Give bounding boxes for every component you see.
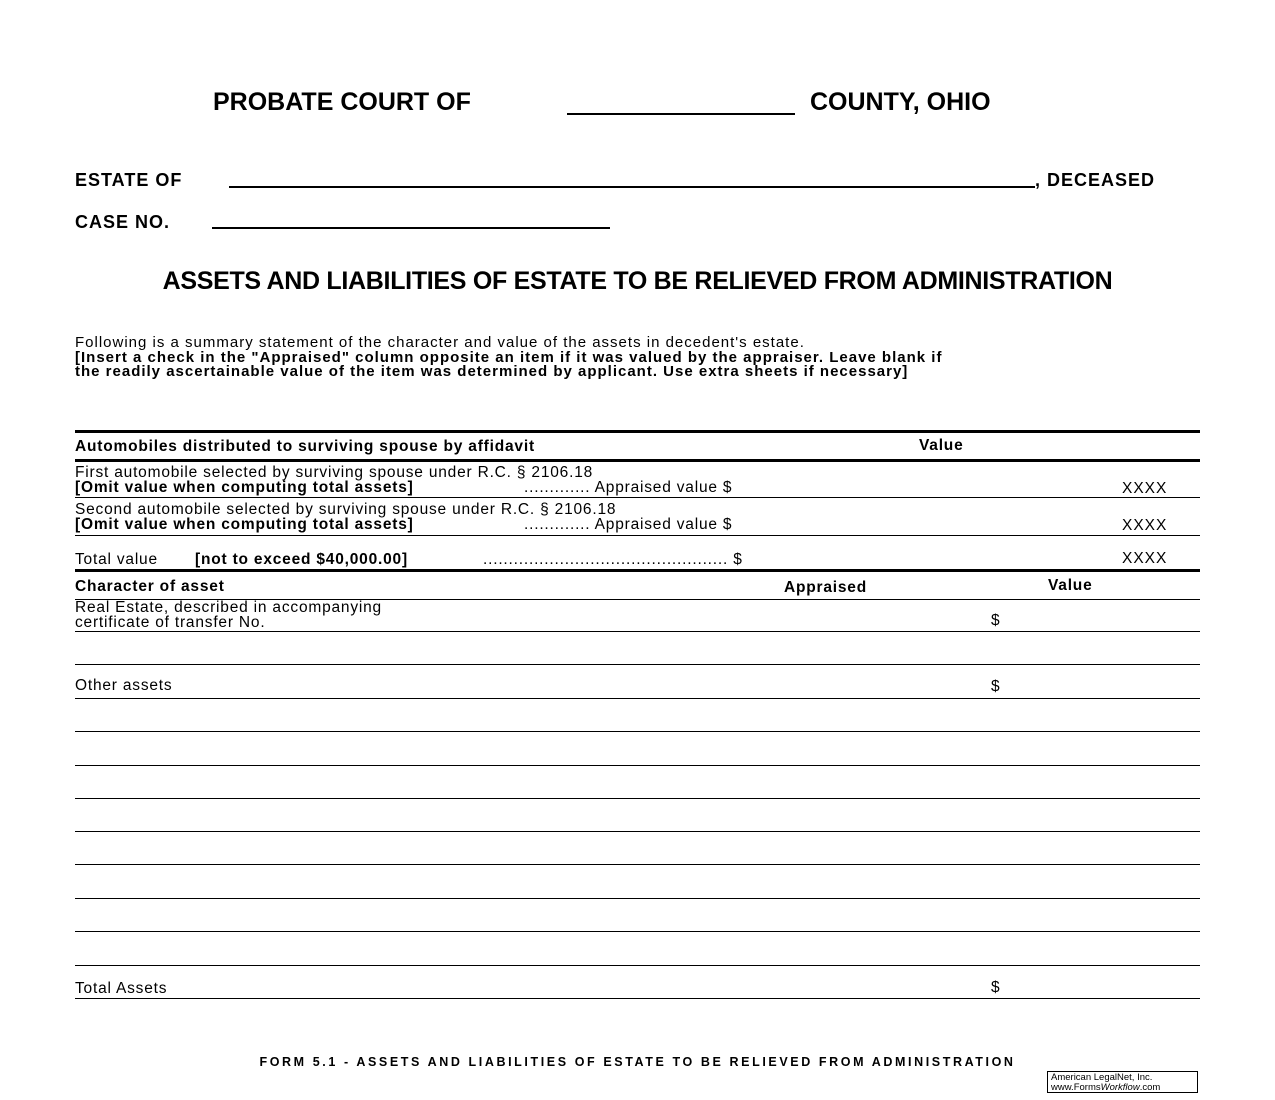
row-rule bbox=[75, 931, 1200, 932]
row-rule bbox=[75, 535, 1200, 536]
case-label: CASE NO. bbox=[75, 212, 171, 232]
second-automobile-omit-note: [Omit value when computing total assets] bbox=[75, 516, 414, 533]
estate-name-field[interactable] bbox=[229, 186, 1035, 188]
logo-line2-b: Workflow bbox=[1100, 1082, 1140, 1093]
row-rule bbox=[75, 965, 1200, 966]
intro-line2: [Insert a check in the "Appraised" column opposite an item if it was valued by the appraiser. Leave blank if bbox=[75, 349, 943, 366]
row-rule bbox=[75, 898, 1200, 899]
logo-line2-a: www.Forms bbox=[1051, 1082, 1101, 1093]
court-prefix: PROBATE COURT OF bbox=[213, 88, 471, 116]
row-rule bbox=[75, 731, 1200, 732]
col-value-header: Value bbox=[1048, 577, 1093, 594]
intro-line1: Following is a summary statement of the character and value of the assets in decedent's estate. bbox=[75, 334, 805, 351]
row-rule bbox=[75, 998, 1200, 999]
total-assets-dollar: $ bbox=[991, 979, 1001, 996]
logo-line2 bbox=[1051, 1083, 1194, 1093]
logo-line1: American LegalNet, Inc. bbox=[1051, 1072, 1153, 1083]
total-value-label: Total value bbox=[75, 551, 158, 568]
form-title: ASSETS AND LIABILITIES OF ESTATE TO BE RELIEVED FROM ADMINISTRATION bbox=[162, 267, 1113, 295]
row-rule bbox=[75, 698, 1200, 699]
real-estate-line2: certificate of transfer No. bbox=[75, 614, 266, 631]
row-rule bbox=[75, 831, 1200, 832]
other-assets-label: Other assets bbox=[75, 677, 173, 694]
first-automobile-omit-note: [Omit value when computing total assets] bbox=[75, 479, 414, 496]
automobiles-heading: Automobiles distributed to surviving spouse by affidavit bbox=[75, 438, 535, 455]
case-number-field[interactable] bbox=[212, 227, 610, 229]
first-automobile-value: XXXX bbox=[1122, 480, 1168, 497]
section-rule bbox=[75, 569, 1200, 572]
county-field[interactable] bbox=[567, 113, 795, 115]
first-automobile-line1: First automobile selected by surviving spouse under R.C. § 2106.18 bbox=[75, 464, 594, 481]
row-rule bbox=[75, 631, 1200, 632]
second-automobile-appraised-value: ............. Appraised value $ bbox=[524, 516, 733, 533]
total-value-dots: ................................................ $ bbox=[483, 551, 743, 568]
second-automobile-line1: Second automobile selected by surviving spouse under R.C. § 2106.18 bbox=[75, 501, 617, 518]
row-rule bbox=[75, 497, 1200, 498]
automobiles-value-header: Value bbox=[919, 437, 964, 454]
footer-form-label: FORM 5.1 - ASSETS AND LIABILITIES OF ESTATE TO BE RELIEVED FROM ADMINISTRATION bbox=[259, 1055, 1016, 1069]
second-automobile-value: XXXX bbox=[1122, 517, 1168, 534]
row-rule bbox=[75, 798, 1200, 799]
first-automobile-appraised-value: ............. Appraised value $ bbox=[524, 479, 733, 496]
row-rule bbox=[75, 864, 1200, 865]
row-rule bbox=[75, 664, 1200, 665]
table-top-rule bbox=[75, 430, 1200, 433]
court-suffix: COUNTY, OHIO bbox=[810, 88, 991, 116]
automobiles-header-rule bbox=[75, 459, 1200, 462]
total-value-note: [not to exceed $40,000.00] bbox=[195, 551, 408, 568]
logo-line2-c: .com bbox=[1139, 1082, 1161, 1093]
col-character-header: Character of asset bbox=[75, 578, 225, 595]
other-assets-dollar: $ bbox=[991, 678, 1001, 695]
real-estate-dollar: $ bbox=[991, 612, 1001, 629]
estate-label: ESTATE OF bbox=[75, 170, 183, 190]
total-value: XXXX bbox=[1122, 550, 1168, 567]
real-estate-line1: Real Estate, described in accompanying bbox=[75, 599, 382, 616]
total-assets-label: Total Assets bbox=[75, 980, 168, 997]
row-rule bbox=[75, 765, 1200, 766]
col-appraised-header: Appraised bbox=[784, 579, 867, 596]
publisher-logo bbox=[1047, 1071, 1198, 1093]
intro-line3: the readily ascertainable value of the item was determined by applicant. Use extra sheets if necessary] bbox=[75, 363, 909, 380]
deceased-suffix: , DECEASED bbox=[1035, 170, 1156, 190]
